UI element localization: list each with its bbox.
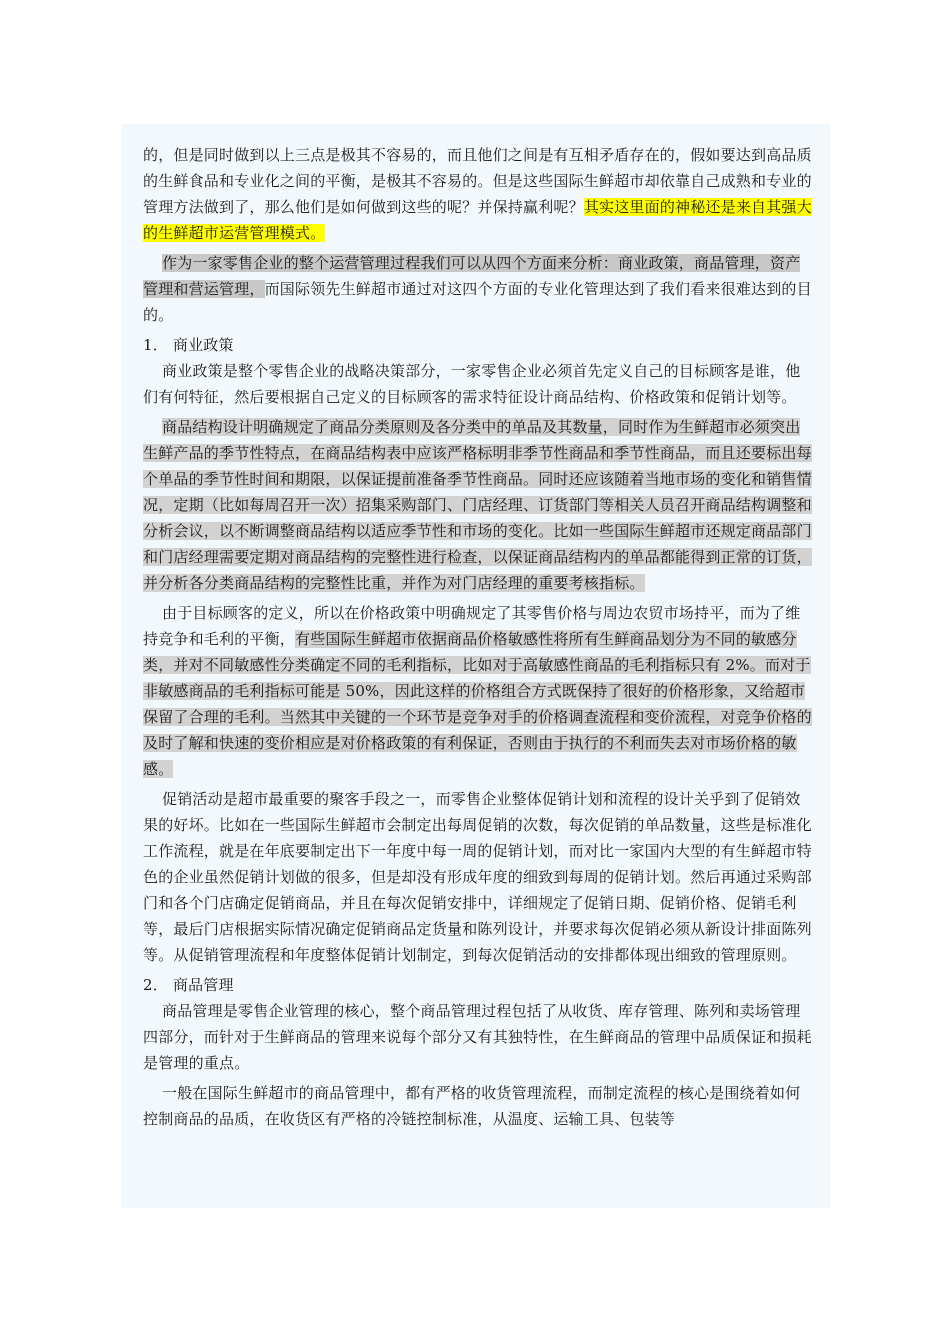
paragraph-1 [143, 142, 815, 246]
highlighted-text: 其实这里面的神秘还是来自其强大的生鲜超市运营管理模式。 [143, 198, 812, 242]
highlighted-text: 商品结构设计明确规定了商品分类原则及各分类中的单品及其数量，同时作为生鲜超市必须突出生鲜产品的季节性特点，在商品结构表中应该严格标明非季节性商品和季节性商品，而且还要标出每个单品的季节性时间和期限，以保证提前准备季节性商品。同时还应该随着当地市场的变化和销售情况，定期（比如每周召开一次）招集采购部门、门店经理、订货部门等相关人员召开商品结构调整和分析会议，以不断调整商品结构以适应季节性和市场的变化。比如一些国际生鲜超市还规定商品部门和门店经理需要定期对商品结构的完整性进行检查，以保证商品结构内的单品都能得到正常的订货，并分析各分类商品结构的完整性比重，并作为对门店经理的重要考核指标。 [143, 418, 812, 592]
paragraph-text: 由于目标顾客的定义，所以在价格政策中明确规定了其零售价格与周边农贸市场持平，而为了维持竞争和毛利的平衡， [143, 604, 801, 648]
document-body [143, 142, 815, 1132]
section-heading-2: 2． 商品管理 [143, 976, 234, 994]
paragraph-8: 一般在国际生鲜超市的商品管理中，都有严格的收货管理流程，而制定流程的核心是围绕着如何控制商品的品质，在收货区有严格的冷链控制标准，从温度、运输工具、包装等 [143, 1084, 801, 1128]
paragraph-text: 而国际领先生鲜超市通过对这四个方面的专业化管理达到了我们看来很难达到的目的。 [143, 280, 812, 324]
paragraph-6: 促销活动是超市最重要的聚客手段之一，而零售企业整体促销计划和流程的设计关乎到了促销效果的好坏。比如在一些国际生鲜超市会制定出每周促销的次数，每次促销的单品数量，这些是标准化工作流程，就是在年底要制定出下一年度中每一周的促销计划，而对比一家国内大型的有生鲜超市特色的企业虽然促销计划做的很多，但是却没有形成年度的细致到每周的促销计划。然后再通过采购部门和各个门店确定促销商品，并且在每次促销安排中，详细规定了促销日期、促销价格、促销毛利等，最后门店根据实际情况确定促销商品定货量和陈列设计，并要求每次促销必须从新设计排面陈列等。从促销管理流程和年度整体促销计划制定，到每次促销活动的安排都体现出细致的管理原则。 [143, 790, 812, 964]
paragraph-3: 商业政策是整个零售企业的战略决策部分，一家零售企业必须首先定义自己的目标顾客是谁，他们有何特征，然后要根据自己定义的目标顾客的需求特征设计商品结构、价格政策和促销计划等。 [143, 362, 801, 406]
highlighted-text: 作为一家零售企业的整个运营管理过程我们可以从四个方面来分析：商业政策，商品管理，资产管理和营运管理， [143, 254, 801, 298]
paragraph-7: 商品管理是零售企业管理的核心，整个商品管理过程包括了从收货、库存管理、陈列和卖场管理四部分，而针对于生鲜商品的管理来说每个部分又有其独特性，在生鲜商品的管理中品质保证和损耗是管理的重点。 [143, 1002, 812, 1072]
highlighted-text: 有些国际生鲜超市依据商品价格敏感性将所有生鲜商品划分为不同的敏感分类，并对不同敏感性分类确定不同的毛利指标，比如对于高敏感性商品的毛利指标只有 2%。而对于非敏感商品的毛利指标可能是 50%，因此这样的价格组合方式既保持了很好的价格形象，又给超市保留了合理的毛利。当然其中关键的一个环节是竞争对手的价格调查流程和变价流程，对竞争价格的及时了解和快速的变价相应是对价格政策的有利保证，否则由于执行的不利而失去对市场价格的敏感。 [143, 630, 812, 778]
paragraph-5 [143, 600, 815, 782]
section-heading-1: 1． 商业政策 [143, 336, 234, 354]
paragraph-4 [143, 414, 815, 596]
paragraph-text: 的，但是同时做到以上三点是极其不容易的，而且他们之间是有互相矛盾存在的，假如要达到高品质的生鲜食品和专业化之间的平衡，是极其不容易的。但是这些国际生鲜超市却依靠自己成熟和专业的管理方法做到了，那么他们是如何做到这些的呢？并保持赢利呢？ [143, 146, 812, 216]
paragraph-2 [143, 250, 815, 328]
